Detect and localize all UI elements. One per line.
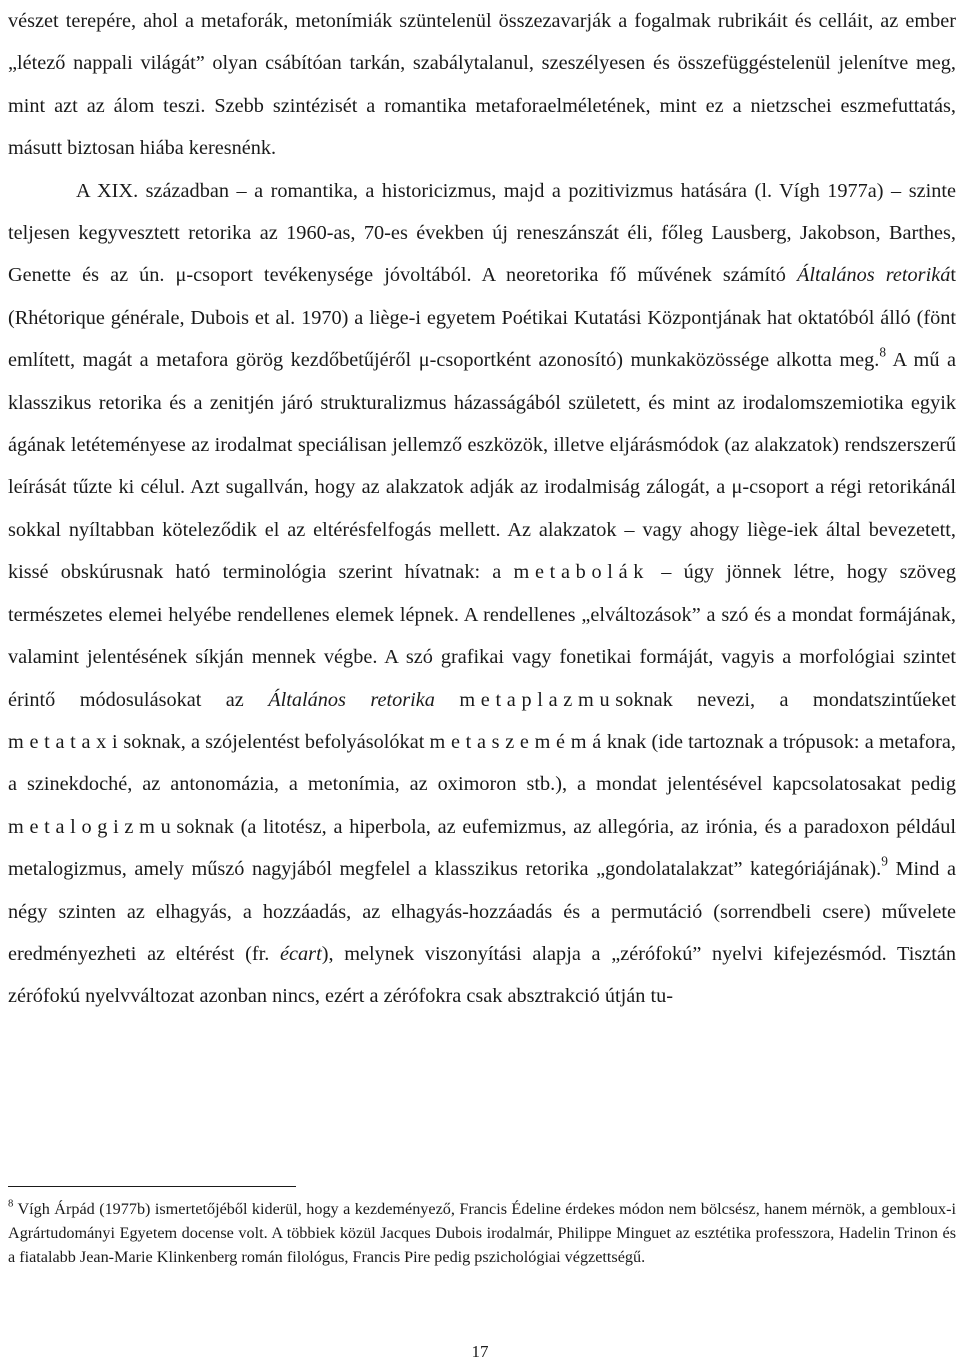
footnote-ref-8[interactable]: 8 [879, 344, 887, 360]
footnotes [8, 1197, 956, 1270]
paragraph-2-part-6: soknak nevezi, a mondatszintűeket [615, 688, 956, 711]
footnote-separator [8, 1186, 296, 1187]
term-metataxis: metataxi [8, 730, 124, 753]
book-title-italic: Általános retoriká [796, 264, 951, 287]
paragraph-2-part-9: soknak (a litotész, a hiperbola, az eufemizmus, az allegória, az irónia, és a paradoxon például metalogizmus, amely műszó nagyjából megfelel a klasszikus retorika „gondolatalakzat” kategóriájának). [8, 815, 956, 881]
paragraph-2-part-3: A mű a klasszikus retorika és a zenitjén járó strukturalizmus házasságából született, és mint az irodalomszemiotika egyik ágának letéteményese az irodalmat speciálisan jellemző eszközök, illetve eljárásmódok (az alakzatok) rendszerszerű leírását tűzte ki célul. Azt sugallván, hogy az alakzatok adják az irodalmiság zálogát, a μ-csoport a régi retorikánál sokkal nyíltabban köteleződik el az eltérésfelfogás mellett. Az alakzatok – vagy ahogy liège-iek által bevezetett, kissé obskúrusnak ható terminológia szerint hívatnak: a [8, 349, 956, 584]
main-text [8, 0, 956, 1018]
paragraph-2-part-5 [435, 689, 459, 711]
footnote-ref-9[interactable]: 9 [881, 853, 888, 869]
paragraph-1-text: vészet terepére, ahol a metaforák, metonímiák szüntelenül összezavarják a fogalmak rubrikáit és celláit, az ember „létező nappali világát” olyan csábítóan tarkán, szabálytalanul, szeszélyesen és összefüggéstelenül jelenítve meg, mint azt az álom teszi. Szebb szintézisét a romantika metaforaelméletének, mint ez a nietzschei eszmefuttatás, másutt biztosan hiába keresnénk. [8, 10, 956, 160]
paragraph-1 [8, 0, 956, 170]
term-metalogizmus: metalogizmu [8, 815, 177, 838]
paragraph-2-part-1: A XIX. században – a romantika, a historicizmus, majd a pozitivizmus hatására (l. Vígh 1977a) – szinte teljesen kegyvesztett retorika az 1960-as, 70-es években új reneszánszát éli, főleg Lausberg, Jakobson, Barthes, Genette és az ún. μ-csoport tevékenysége jóvoltából. A neoretorika fő művének számító [8, 179, 956, 287]
paragraph-2-part-4: – úgy jönnek létre, hogy szöveg természetes elemei helyébe rendellenes elemek lépnek. A rendellenes „elváltozások” a szó és a mondat formájának, valamint jelentésének síkján mennek végbe. A szó grafikai vagy fonetikai formáját, vagyis a morfológiai szintet érintő módosulásokat az [8, 561, 956, 711]
paragraph-2 [8, 170, 956, 1018]
term-metaszemema: metaszemémá [429, 730, 607, 753]
paragraph-2-part-10: Mind a négy szinten az elhagyás, a hozzáadás, az elhagyás-hozzáadás és a permutáció (sorrendbeli csere) művelete eredményezheti az eltérést (fr. [8, 858, 957, 965]
term-metaplazmus: metaplazmu [459, 688, 616, 711]
book-title-italic-2: Általános retorika [268, 688, 435, 711]
footnote-number: 8 [8, 1197, 14, 1210]
page-number: 17 [471, 1342, 489, 1361]
paragraph-2-part-8: knak (ide tartoznak a trópusok: a metafora, a szinekdoché, az antonomázia, a metonímia, az oximoron stb.), a mondat jelentésével kapcsolatosakat pedig [8, 730, 956, 796]
paragraph-2-part-11: ), melynek viszonyítási alapja a „zérófokú” nyelvi kifejezésmód. Tisztán zérófokú nyelvváltozat azonban nincs, ezért a zérófokra csak absztrakció útján tu- [8, 942, 956, 1008]
paragraph-2-part-2: t (Rhétorique générale, Dubois et al. 1970) a liège-i egyetem Poétikai Kutatási Központjának hat oktatóból álló (fönt említett, magát a metafora görög kezdőbetűjéről μ-csoportként azonosító) munkaközössége alkotta meg. [8, 264, 956, 372]
term-ecart: écart [280, 942, 322, 965]
paragraph-2-part-7: soknak, a szójelentést befolyásolókat [123, 730, 430, 753]
footnote-8 [8, 1197, 956, 1270]
footnote-text: Vígh Árpád (1977b) ismertetőjéből kiderül, hogy a kezdeményező, Francis Édeline érdekes módon nem bölcsész, hanem mérnök, a gembloux-i Agrártudományi Egyetem docense volt. A többiek közül Jacques Dubois irodalmár, Philippe Minguet az esztétika professzora, Hadelin Trinon és a fiatalabb Jean-Marie Klinkenberg román filológus, Francis Pire pedig pszichológiai végzettségű. [8, 1200, 956, 1267]
term-metabolak: metabolák [513, 561, 650, 584]
